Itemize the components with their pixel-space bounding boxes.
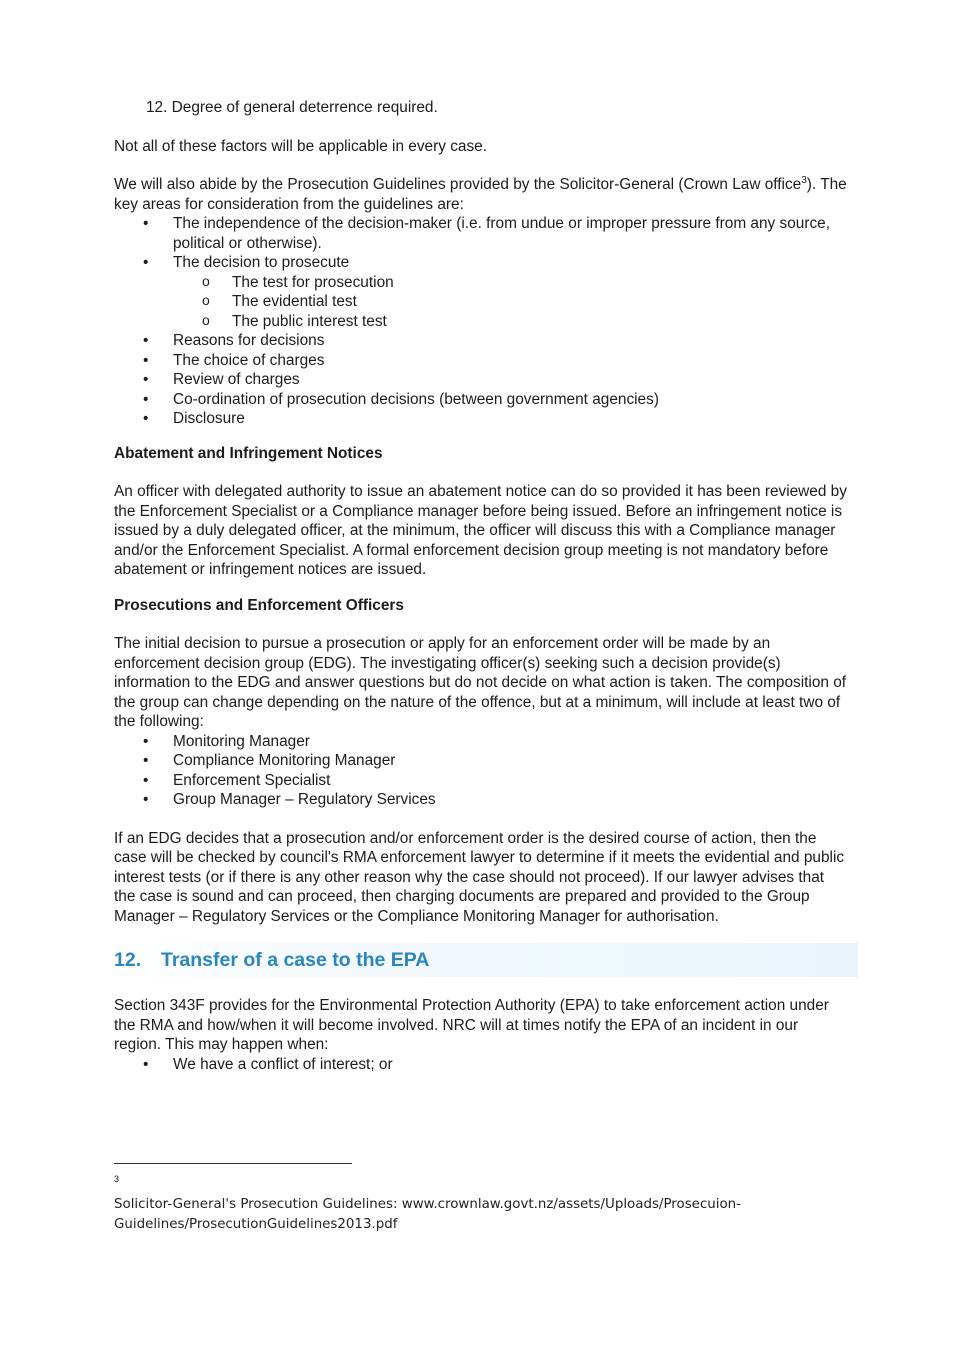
list-item: • Reasons for decisions [114,331,849,351]
list-item: • We have a conflict of interest; or [114,1055,849,1075]
list-item-label: The decision to prosecute [173,254,350,271]
paragraph-edg: The initial decision to pursue a prosecution or apply for an enforcement order will be made by an enforcement decision group (EDG). The investigating officer(s) seeking such a decision provide(s) information to the EDG and answer questions but do not decide on what action is taken. The composition of the group can change depending on the nature of the offence, but at a minimum, will include at least two of the following: [114,635,847,730]
list-item: • The independence of the decision-maker (i.e. from undue or improper pressure from any source, political or otherwise). [114,214,849,253]
footnote-text[interactable]: Solicitor-General's Prosecution Guidelines: www.crownlaw.govt.nz/assets/Uploads/Prosecuion-Guidelines/ProsecutionGuidelines2013.pdf [114,1197,741,1232]
footnote-area [114,1163,849,1235]
list-item: • Group Manager – Regulatory Services [114,790,849,810]
decision-sub-list [173,273,849,332]
list-item: • Co-ordination of prosecution decisions (between government agencies) [114,390,849,410]
list-item: • The choice of charges [114,351,849,371]
section-number: 12. [114,949,142,971]
numbered-item-12: 12. Degree of general deterrence required. [146,99,438,116]
section-title [114,943,849,971]
sub-list-item: o The test for prosecution [173,273,849,293]
heading-abatement-notices: Abatement and Infringement Notices [114,444,383,462]
document-body [114,98,849,1074]
guidelines-text-end: ). The key areas for consideration from the guidelines are: [114,176,847,213]
list-item-decision-to-prosecute [114,253,849,331]
paragraph-prosecution-guidelines [114,175,849,214]
list-item: • Monitoring Manager [114,732,849,752]
list-item: • Review of charges [114,370,849,390]
heading-prosecutions: Prosecutions and Enforcement Officers [114,596,404,614]
section-title-text: Transfer of a case to the EPA [161,949,430,971]
list-item: • Enforcement Specialist [114,771,849,791]
list-item: • Compliance Monitoring Manager [114,751,849,771]
footnote-separator [114,1163,352,1164]
footnote-number: 3 [114,1174,120,1184]
guidelines-text-start: We will also abide by the Prosecution Guidelines provided by the Solicitor-General (Crown Law office [114,176,802,193]
guidelines-bullet-list [114,214,849,429]
paragraph-abatement: An officer with delegated authority to issue an abatement notice can do so provided it has been reviewed by the Enforcement Specialist or a Compliance manager before being issued. Before an infringement notice is issued by a duly delegated officer, at the minimum, the officer will discuss this with a Compliance manager and/or the Enforcement Specialist. A formal enforcement decision group meeting is not mandatory before abatement or infringement notices are issued. [114,483,847,578]
sub-list-item: o The public interest test [173,312,849,332]
list-item: • Disclosure [114,409,849,429]
epa-bullet-list [114,1055,849,1075]
section-heading-12 [114,943,849,977]
paragraph-lawyer: If an EDG decides that a prosecution and/or enforcement order is the desired course of action, then the case will be checked by council's RMA enforcement lawyer to determine if it meets the evidential and public interest tests (or if there is any other reason why the case should not proceed). If our lawyer advises that the case is sound and can proceed, then charging documents are prepared and provided to the Group Manager – Regulatory Services or the Compliance Monitoring Manager for authorisation. [114,829,845,925]
sub-list-item: o The evidential test [173,292,849,312]
paragraph-epa: Section 343F provides for the Environmental Protection Authority (EPA) to take enforcement action under the RMA and how/when it will become involved. NRC will at times notify the EPA of an incident in our region. This may happen when: [114,997,829,1053]
edg-members-list [114,732,849,810]
paragraph-not-all-factors: Not all of these factors will be applicable in every case. [114,137,487,155]
footnote-reference[interactable]: 3 [801,174,807,186]
